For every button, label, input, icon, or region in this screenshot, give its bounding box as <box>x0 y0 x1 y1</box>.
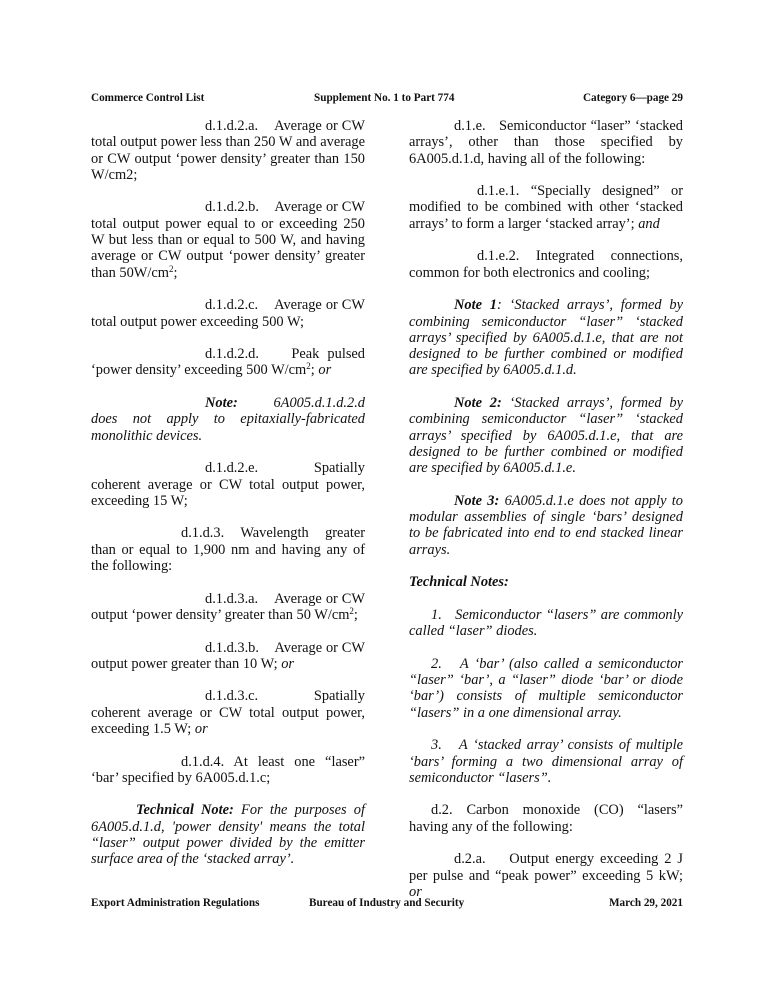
footer-right: March 29, 2021 <box>608 897 683 909</box>
header-left: Commerce Control List <box>91 92 205 104</box>
paragraph-d2a: d.2.a. Output energy exceeding 2 J per pulse and “peak power” exceeding 5 kW; or <box>409 851 683 900</box>
paragraph-d1d3b: d.1.d.3.b. Average or CW output power greater than 10 W; or <box>91 639 365 672</box>
note-2: Note 2: ‘Stacked arrays’, formed by combining semiconductor “laser” ‘stacked arrays’ specified by 6A005.d.1.e, that are designed to be further combined or modified are specified by 6A005.d.1.e. <box>409 395 683 477</box>
paragraph-d1e1: d.1.e.1. “Specially designed” or modified to be combined with other ‘stacked arrays’ to form a larger ‘stacked array’; and <box>409 183 683 232</box>
paragraph-d1e: d.1.e. Semiconductor “laser” ‘stacked arrays’, other than those specified by 6A005.d.1.d, having all of the following: <box>409 118 684 167</box>
paragraph-d1d3c: d.1.d.3.c. Spatially coherent average or CW total output power, exceeding 1.5 W; or <box>91 688 365 737</box>
footer-center: Bureau of Industry and Security <box>309 897 465 909</box>
paragraph-d1e2: d.1.e.2. Integrated connections, common for both electronics and cooling; <box>409 248 683 281</box>
header-center: Supplement No. 1 to Part 774 <box>314 92 455 104</box>
paragraph-d1d2a: d.1.d.2.a. Average or CW total output power less than 250 W and average or CW output ‘power density’ greater than 150 W/cm2; <box>91 118 365 183</box>
note-1: Note 1: ‘Stacked arrays’, formed by combining semiconductor “laser” ‘stacked arrays’ specified by 6A005.d.1.e, that are not designed to be further combined or modified are specified by 6A005.d.1.d. <box>409 297 683 379</box>
technical-note-1: 1. Semiconductor “lasers” are commonly called “laser” diodes. <box>409 606 684 640</box>
paragraph-d1d2e: d.1.d.2.e. Spatially coherent average or CW total output power, exceeding 15 W; <box>91 460 365 509</box>
paragraph-d1d3: d.1.d.3. Wavelength greater than or equal to 1,900 nm and having any of the following: <box>91 525 366 575</box>
technical-note-2: 2. A ‘bar’ (also called a semiconductor “laser” ‘bar’, a “laser” diode ‘bar’ or diode ‘bar’) consists of multiple semiconductor “lasers” in a one dimensional array. <box>409 655 683 721</box>
paragraph-d1d2c: d.1.d.2.c. Average or CW total output power exceeding 500 W; <box>91 297 365 330</box>
paragraph-d1d3a: d.1.d.3.a. Average or CW output ‘power density’ greater than 50 $W/cm^2$; <box>91 590 365 623</box>
right-column <box>409 118 683 900</box>
paragraph-d1d4: d.1.d.4. At least one “laser” ‘bar’ specified by 6A005.d.1.c; <box>91 753 365 786</box>
note-3: Note 3: 6A005.d.1.e does not apply to modular assemblies of single ‘bars’ designed to be fabricated into end to end stacked linear arrays. <box>409 492 683 558</box>
technical-note-3: 3. A ‘stacked array’ consists of multiple ‘bars’ forming a two dimensional array of semiconductor “lasers”. <box>409 737 683 786</box>
left-column <box>91 118 365 868</box>
note-d1d2d: Note: 6A005.d.1.d.2.d does not apply to epitaxially-fabricated monolithic devices. <box>91 395 365 444</box>
technical-note-d1d: Technical Note: For the purposes of 6A005.d.1.d, 'power density' means the total “laser” output power divided by the emitter surface area of the ‘stacked array’. <box>91 802 365 868</box>
paragraph-d1d2b: d.1.d.2.b. Average or CW total output power equal to or exceeding 250 W but less than or equal to 500 W, and having average or CW output ‘power density’ greater than $50W/cm^2$; <box>91 199 365 281</box>
technical-notes-heading: Technical Notes: <box>409 574 509 591</box>
paragraph-d2: d.2. Carbon monoxide (CO) “lasers” having any of the following: <box>409 802 683 835</box>
footer-left: Export Administration Regulations <box>91 897 260 909</box>
header-right: Category 6—page 29 <box>582 92 683 104</box>
paragraph-d1d2d: d.1.d.2.d. Peak pulsed ‘power density’ exceeding 500 $W/cm^2$; or <box>91 346 365 379</box>
